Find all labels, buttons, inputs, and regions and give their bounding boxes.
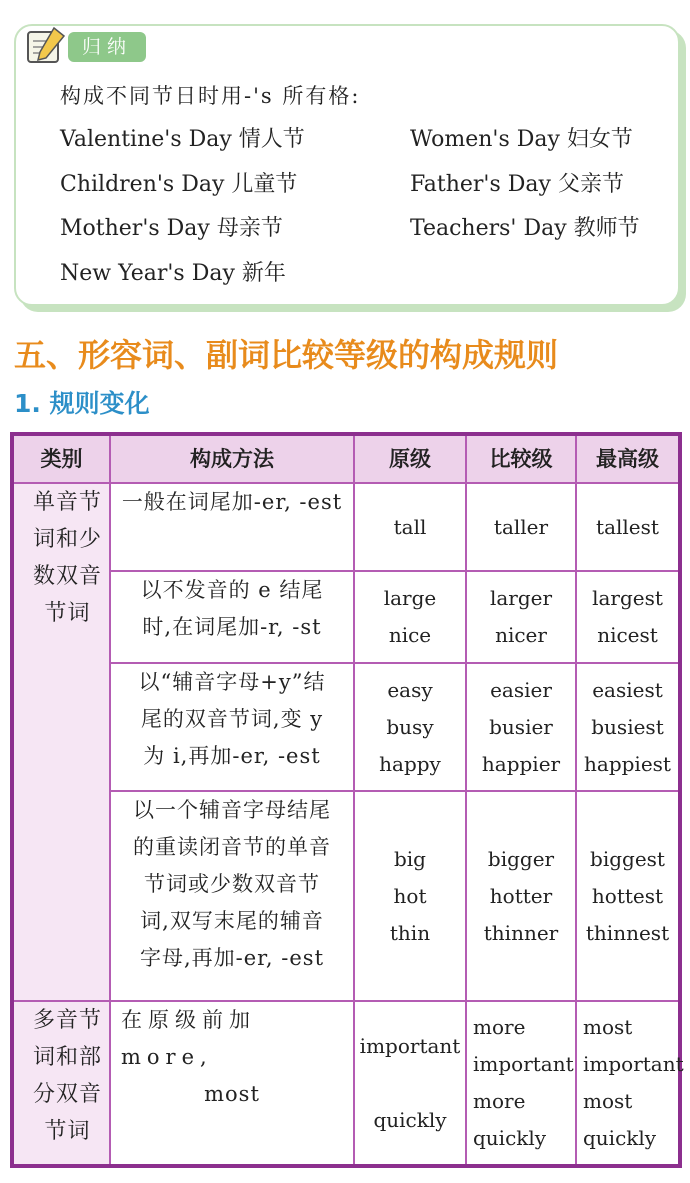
- category-line: 词和部: [32, 1045, 102, 1070]
- comparative-cell: [467, 484, 577, 572]
- word: most: [583, 1015, 633, 1039]
- positive-cell: [355, 572, 467, 664]
- rule-line: 字母,再加-er, -est: [139, 946, 325, 970]
- holiday-new-years-day: New Year's Day 新年: [60, 261, 286, 286]
- word: larger: [489, 586, 553, 610]
- word: tall: [393, 514, 427, 539]
- superlative-cell: [577, 664, 678, 792]
- rule-line: 尾的双音节词,变 y: [140, 707, 324, 731]
- word: important: [583, 1052, 684, 1076]
- word: nice: [388, 623, 432, 647]
- word: biggest: [590, 846, 665, 871]
- section-title: 五、形容词、副词比较等级的构成规则: [14, 336, 559, 374]
- holiday-childrens-day: Children's Day 儿童节: [60, 172, 298, 197]
- word: thinner: [483, 920, 559, 945]
- word: tallest: [596, 514, 659, 539]
- category-line: 分双音: [32, 1082, 102, 1107]
- word: quickly: [373, 1107, 447, 1132]
- summary-tag: 归纳: [68, 32, 146, 62]
- word: busy: [386, 714, 434, 739]
- rule-cell: [111, 572, 355, 664]
- holiday-fathers-day: Father's Day 父亲节: [410, 172, 624, 197]
- category-line: 数双音: [32, 564, 102, 589]
- rule-cell: [111, 1002, 355, 1164]
- category-line: 节词: [44, 601, 91, 626]
- word: happier: [481, 751, 561, 776]
- superlative-cell: [577, 792, 678, 1002]
- word: easiest: [592, 677, 663, 702]
- rule-line: 以不发音的 e 结尾: [140, 578, 324, 602]
- word: busier: [489, 714, 553, 739]
- comparative-cell: [467, 664, 577, 792]
- category-multi-syllable: [14, 1002, 111, 1164]
- word: quickly: [473, 1126, 547, 1150]
- word: busiest: [591, 714, 664, 739]
- positive-cell: [355, 484, 467, 572]
- category-single-syllable: [14, 484, 111, 1002]
- category-line: 节词: [44, 1119, 91, 1144]
- header-comparative: 比较级: [467, 436, 577, 484]
- rule-line: 为 i,再加-er, -est: [143, 744, 321, 768]
- sub-title: 1. 规则变化: [14, 389, 150, 418]
- word: hotter: [489, 883, 553, 908]
- comparison-rules-table: [10, 432, 682, 1168]
- word: hottest: [591, 883, 664, 908]
- rule-line: 时,在词尾加-r, -st: [142, 615, 322, 639]
- category-line: 多音节: [32, 1008, 102, 1033]
- word: large: [383, 586, 437, 610]
- header-method: 构成方法: [111, 436, 355, 484]
- header-superlative: 最高级: [577, 436, 678, 484]
- comparative-cell: [467, 792, 577, 1002]
- word: easier: [490, 677, 552, 702]
- comparative-cell: [467, 1002, 577, 1164]
- word: bigger: [487, 846, 555, 871]
- notepad-pencil-icon: [24, 24, 68, 66]
- word: thin: [389, 920, 431, 945]
- word: happy: [379, 751, 441, 776]
- rule-line: 在原级前加 more,: [121, 1008, 256, 1069]
- positive-cell: [355, 664, 467, 792]
- word: important: [359, 1033, 461, 1058]
- word: hot: [393, 883, 427, 908]
- word: taller: [493, 514, 549, 539]
- word: quickly: [583, 1126, 657, 1150]
- holiday-mothers-day: Mother's Day 母亲节: [60, 216, 283, 241]
- word: most: [583, 1089, 633, 1113]
- category-line: 单音节: [32, 490, 102, 515]
- comparative-cell: [467, 572, 577, 664]
- word: nicest: [597, 623, 658, 647]
- rule-cell: [111, 664, 355, 792]
- word: important: [473, 1052, 574, 1076]
- superlative-cell: [577, 484, 678, 572]
- word: easy: [387, 677, 433, 702]
- rule-line: 的重读闭音节的单音: [133, 835, 331, 859]
- rule-line: 以“辅音字母+y”结: [138, 670, 326, 694]
- word: largest: [592, 586, 663, 610]
- rule-line: 节词或少数双音节: [144, 872, 320, 896]
- rule-line: 一般在词尾加-er, -est: [121, 490, 343, 514]
- word: big: [393, 846, 426, 871]
- holiday-teachers-day: Teachers' Day 教师节: [410, 216, 640, 241]
- word: happiest: [584, 751, 671, 776]
- positive-cell: [355, 1002, 467, 1164]
- rule-cell: [111, 484, 355, 572]
- rule-cell: [111, 792, 355, 1002]
- superlative-cell: [577, 1002, 684, 1164]
- header-category: 类别: [14, 436, 111, 484]
- word: more: [473, 1015, 526, 1039]
- rule-line: most: [204, 1082, 260, 1106]
- rule-line: 以一个辅音字母结尾: [133, 798, 331, 822]
- header-positive: 原级: [355, 436, 467, 484]
- word: nicer: [495, 623, 547, 647]
- holiday-valentines-day: Valentine's Day 情人节: [60, 127, 305, 152]
- positive-cell: [355, 792, 467, 1002]
- category-line: 词和少: [32, 527, 102, 552]
- rule-line: 词,双写末尾的辅音: [140, 909, 324, 933]
- superlative-cell: [577, 572, 678, 664]
- word: more: [473, 1089, 526, 1113]
- holiday-womens-day: Women's Day 妇女节: [410, 127, 633, 152]
- summary-intro: 构成不同节日时用-'s 所有格:: [60, 84, 361, 108]
- word: thinnest: [585, 920, 670, 945]
